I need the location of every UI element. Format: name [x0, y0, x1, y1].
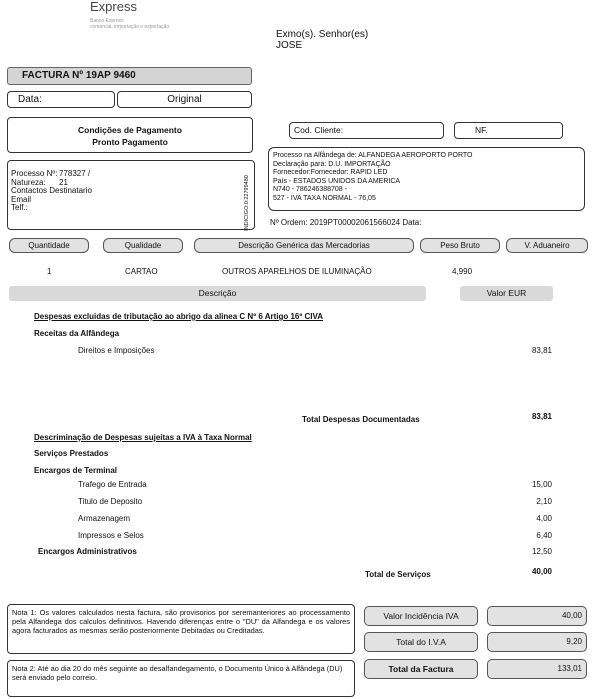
vat-item-label: Armazenagem: [78, 514, 131, 523]
brand-tagline-1: Banco Express: [90, 18, 124, 24]
vat-item-label: Titulo de Deposito: [78, 497, 143, 506]
vat-admin-value: 12,50: [531, 547, 552, 556]
header-peso-bruto: Peso Bruto: [420, 238, 500, 253]
goods-qualidade: CARTAO: [125, 267, 158, 276]
vat-item-value: 4,00: [536, 514, 552, 523]
vat-title: Descriminação de Despesas sujeitas a IVA à Taxa Normal: [34, 433, 252, 442]
customs-line-6: 527 - IVA TAXA NORMAL - 76,05: [273, 194, 376, 202]
header-v-aduaneiro: V. Aduaneiro: [506, 238, 588, 253]
natureza-label: Natureza:: [11, 177, 46, 187]
invoice-title: FACTURA Nº 19AP 9460: [22, 70, 136, 81]
valor-header: Valor EUR: [460, 286, 553, 301]
payment-conditions-box: [7, 117, 253, 153]
goods-peso-bruto: 4,990: [452, 267, 473, 276]
incidencia-value: 40,00: [487, 606, 587, 626]
copy-field: [117, 91, 252, 108]
note-1-text: Nota 1: Os valores calculados nesta factura, são provisorios por seremanteriores ao processamento pela Alfandega dos calculos definitivos. Havendo diferenças entre o "DU" da Alfandega e os valores agora facturados as mesmas serão posteriormente Debitadas ou Creditadas.: [12, 608, 350, 635]
telf-label: Telf.:: [11, 203, 28, 212]
vat-item-label: Trafego de Entrada: [78, 480, 147, 489]
invoice-title-bar: [7, 67, 252, 85]
descricao-header: Descrição: [9, 286, 426, 301]
payment-line-1: Condições de Pagamento: [78, 125, 182, 135]
processo-line: [11, 170, 254, 179]
recipient-block: [276, 29, 368, 51]
date-label: Data:: [18, 94, 42, 105]
brand-tagline-2: comercial, importação e exportação: [90, 24, 170, 30]
header-quantidade: Quantidade: [9, 238, 89, 253]
processo-label: Processo Nº:: [11, 169, 58, 178]
note-1-box: [7, 604, 355, 654]
customs-box: [268, 147, 585, 211]
process-side-code: INDICIGO:0:22799480: [244, 175, 250, 231]
goods-descricao: OUTROS APARELHOS DE ILUMINAÇÃO: [222, 267, 372, 276]
factura-total-label: Total da Factura: [364, 659, 478, 679]
note-2-box: [7, 660, 355, 697]
vat-item-value: 6,40: [536, 531, 552, 540]
customs-line-4: País - ESTADOS UNIDOS DA AMERICA: [273, 177, 401, 185]
excluded-total-label: Total Despesas Documentadas: [302, 415, 420, 424]
copy-label: Original: [167, 94, 202, 105]
vat-item-value: 15,00: [531, 480, 552, 489]
excluded-title: Despesas excluidas de tributação ao abrigo da alinea C Nº 6 Artigo 16º CIVA: [34, 312, 324, 321]
order-number: Nº Ordem: 2019PT00002061566024 Data:: [270, 218, 422, 227]
customs-line-3: Fornecedor:Fornecedor: RAPID LED: [273, 169, 388, 176]
nif-label: NF.: [475, 125, 488, 135]
natureza-value: 21: [59, 177, 68, 187]
client-code-field: [289, 122, 444, 139]
email-label: Email: [11, 194, 32, 204]
iva-value: 9,20: [487, 632, 587, 652]
goods-quantidade: 1: [47, 267, 52, 276]
process-box: [7, 160, 255, 230]
excluded-item-label: Direitos e Imposições: [78, 346, 155, 355]
nif-field: [454, 122, 563, 139]
recipient-name: JOSE: [276, 40, 303, 51]
brand-logo: [90, 0, 169, 30]
payment-line-2: Pronto Pagamento: [92, 137, 168, 147]
brand-name: Express: [90, 0, 137, 14]
header-qualidade: Qualidade: [103, 238, 183, 253]
excluded-total-value: 83,81: [531, 412, 552, 421]
vat-terminal: Encargos de Terminal: [34, 466, 117, 475]
note-2-text: Nota 2: Até ao dia 20 do mês seguinte ao desalfandegamento, o Documento Único à Alfândega (DU) será enviado pelo correio.: [12, 664, 343, 682]
header-descricao-generica: Descrição Genérica das Mercadorias: [194, 238, 414, 253]
vat-total-value: 40,00: [531, 567, 552, 576]
vat-item-label: Impressos e Selos: [78, 531, 144, 540]
recipient-salutation: Exmo(s). Senhor(es): [276, 29, 369, 40]
factura-total-value: 133,01: [487, 659, 587, 679]
customs-line-5: N740 - 786246388708 -: [273, 186, 347, 193]
excluded-section: Receitas da Alfândega: [34, 329, 120, 338]
processo-value: 778327 /: [59, 169, 91, 178]
date-field: [7, 91, 115, 108]
vat-total-label: Total de Serviços: [365, 570, 431, 579]
vat-services: Serviços Prestados: [34, 449, 109, 458]
incidencia-label: Valor Incidência IVA: [364, 606, 478, 626]
vat-item-value: 2,10: [536, 497, 552, 506]
excluded-item-value: 83,81: [531, 346, 552, 355]
client-code-label: Cod. Cliente:: [294, 125, 344, 135]
customs-line-1: Processo na Alfândega de: ALFANDEGA AEROPORTO PORTO: [273, 152, 473, 159]
contactos-label: Contactos Destinatario: [11, 186, 92, 195]
iva-label: Total do I.V.A: [364, 632, 478, 652]
customs-line-2: Declaração para: D.U. IMPORTAÇÃO: [273, 160, 391, 168]
vat-admin-label: Encargos Administrativos: [38, 547, 137, 556]
